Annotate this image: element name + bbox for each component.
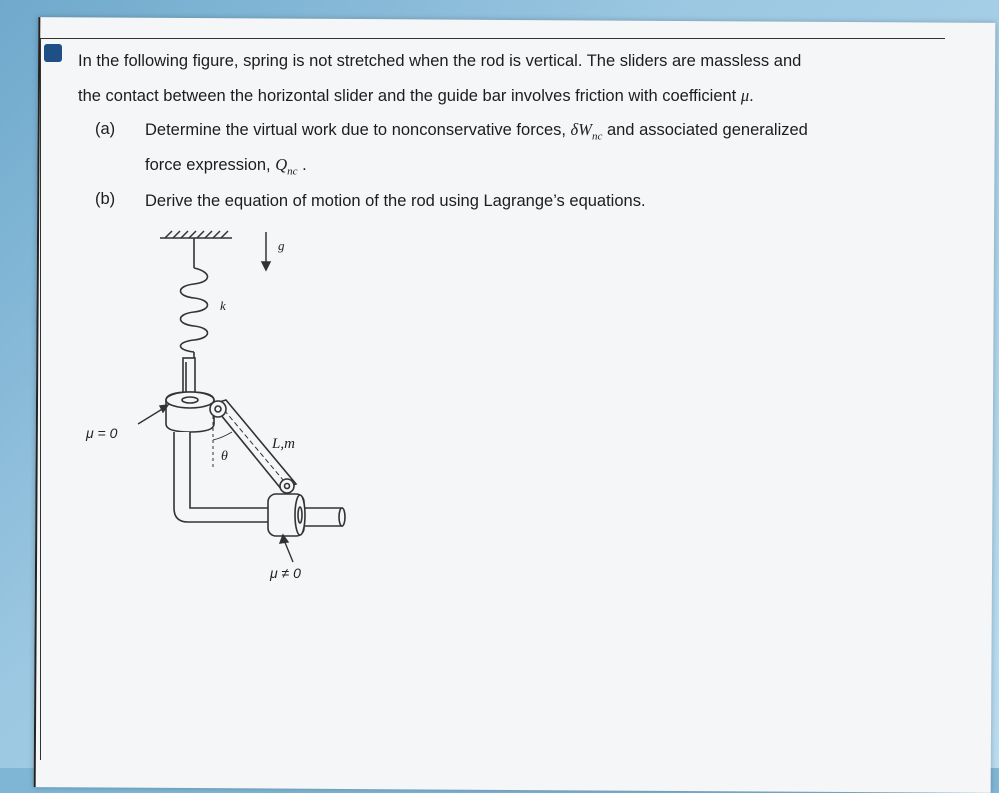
ceiling-hatch <box>160 231 232 238</box>
delta-w-subscript: nc <box>591 130 603 143</box>
part-b-text: Derive the equation of motion of the rod using Lagrange’s equations. <box>145 192 646 210</box>
q-symbol: Q <box>275 155 288 174</box>
intro-line-2-text: the contact between the horizontal slider and the guide bar involves friction with coefficient <box>78 87 737 105</box>
delta-w-symbol: δW <box>570 120 592 139</box>
top-friction-arrow <box>138 405 168 424</box>
part-a-line-2-text: force expression, <box>145 156 271 174</box>
intro-line-1: In the following figure, spring is not stretched when the rod is vertical. The sliders are massless and <box>78 52 802 70</box>
mu-symbol: μ <box>740 86 750 105</box>
part-a-label: (a) <box>95 120 116 138</box>
top-slider <box>166 392 214 432</box>
part-a-line-1-text: Determine the virtual work due to nonconservative forces, <box>145 121 566 139</box>
bottom-friction-label: μ ≠ 0 <box>270 565 301 581</box>
gravity-arrow <box>262 232 270 270</box>
part-a-line-1-suffix: and associated generalized <box>606 121 808 139</box>
part-b-label: (b) <box>95 190 116 208</box>
rod-label: L,m <box>272 436 295 452</box>
bottom-slider <box>268 494 305 536</box>
period: . <box>749 87 754 105</box>
gravity-label: g <box>278 238 285 253</box>
angle-label: θ <box>221 449 228 464</box>
bottom-friction-arrow <box>280 535 293 562</box>
q-subscript: nc <box>287 165 298 178</box>
top-friction-label: μ = 0 <box>86 425 118 441</box>
spring <box>181 238 208 396</box>
part-a-line-2-suffix: . <box>302 156 307 174</box>
spring-label: k <box>220 298 226 313</box>
